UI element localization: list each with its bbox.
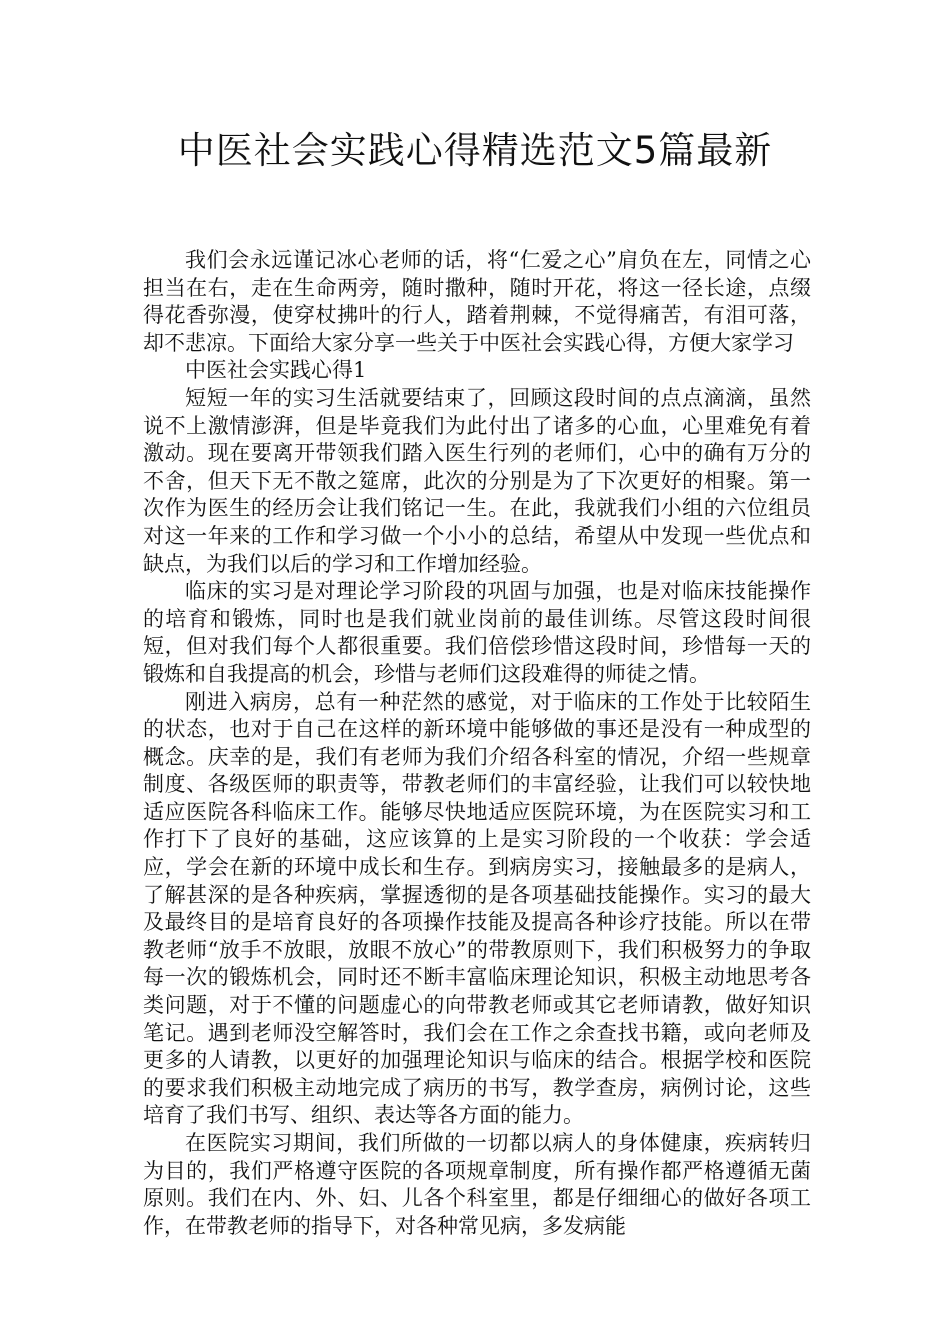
document-body [143,247,811,1240]
section-heading: 中医社会实践心得1 [185,358,367,383]
body-paragraph: 短短一年的实习生活就要结束了，回顾这段时间的点点滴滴，虽然说不上激情澎湃，但是毕竟我们为此付出了诸多的心血，心里难免有着激动。现在要离开带领我们踏入医生行列的老师们，心中的确有万分的不舍，但天下无不散之筵席，此次的分别是为了下次更好的相聚。第一次作为医生的经历会让我们铭记一生。在此，我就我们小组的六位组员对这一年来的工作和学习做一个小小的总结，希望从中发现一些优点和缺点，为我们以后的学习和工作增加经验。 [143,385,811,576]
body-paragraph: 在医院实习期间，我们所做的一切都以病人的身体健康，疾病转归为目的，我们严格遵守医院的各项规章制度，所有操作都严格遵循无菌原则。我们在内、外、妇、儿各个科室里，都是仔细细心的做好各项工作，在带教老师的指导下，对各种常见病，多发病能 [143,1131,811,1238]
document-title: 中医社会实践心得精选范文5篇最新 [177,129,773,172]
body-paragraph: 临床的实习是对理论学习阶段的巩固与加强，也是对临床技能操作的培育和锻炼，同时也是我们就业岗前的最佳训练。尽管这段时间很短，但对我们每个人都很重要。我们倍偿珍惜这段时间，珍惜每一天的锻炼和自我提高的机会，珍惜与老师们这段难得的师徒之情。 [143,579,811,686]
intro-paragraph: 我们会永远谨记冰心老师的话，将“仁爱之心”肩负在左，同情之心担当在右，走在生命两旁，随时撒种，随时开花，将这一径长途，点缀得花香弥漫，使穿杖拂叶的行人，踏着荆棘，不觉得痛苦，有泪可落，却不悲凉。下面给大家分享一些关于中医社会实践心得，方便大家学习 [143,248,811,355]
body-paragraph: 刚进入病房，总有一种茫然的感觉，对于临床的工作处于比较陌生的状态，也对于自己在这样的新环境中能够做的事还是没有一种成型的概念。庆幸的是，我们有老师为我们介绍各科室的情况，介绍一些规章制度、各级医师的职责等，带教老师们的丰富经验，让我们可以较快地适应医院各科临床工作。能够尽快地适应医院环境，为在医院实习和工作打下了良好的基础，这应该算的上是实习阶段的一个收获：学会适应，学会在新的环境中成长和生存。到病房实习，接触最多的是病人，了解甚深的是各种疾病，掌握透彻的是各项基础技能操作。实习的最大及最终目的是培育良好的各项操作技能及提高各种诊疗技能。所以在带教老师“放手不放眼，放眼不放心”的带教原则下，我们积极努力的争取每一次的锻炼机会，同时还不断丰富临床理论知识，积极主动地思考各类问题，对于不懂的问题虚心的向带教老师或其它老师请教，做好知识笔记。遇到老师没空解答时，我们会在工作之余查找书籍，或向老师及更多的人请教，以更好的加强理论知识与临床的结合。根据学校和医院的要求我们积极主动地完成了病历的书写，教学查房，病例讨论，这些培育了我们书写、组织、表达等各方面的能力。 [143,689,811,1128]
